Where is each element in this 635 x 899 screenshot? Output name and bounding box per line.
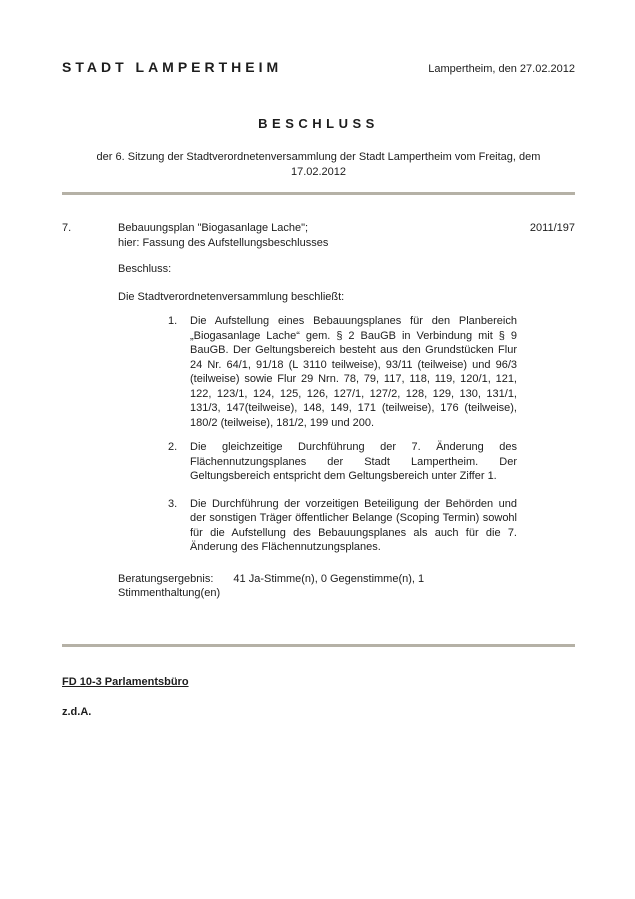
resolution-list [168,314,517,555]
document-title: BESCHLUSS [258,116,379,131]
subtitle-line-1: der 6. Sitzung der Stadtverordnetenversammlung der Stadt Lampertheim vom Freitag, dem [96,151,541,163]
result-label: Beratungsergebnis: [118,573,214,585]
department-line: FD 10-3 Parlamentsbüro [62,676,189,688]
dateline: Lampertheim, den 27.02.2012 [428,63,575,75]
resolution-intro: Die Stadtverordnetenversammlung beschließt: [118,291,345,303]
document-subtitle [62,150,575,180]
resolution-text: Die Aufstellung eines Bebauungsplanes für den Planbereich „Biogasanlage Lache“ gem. § 2 BauGB in Verbindung mit § 9 BauGB. Der Geltungsbereich besteht aus den Grundstücken Flur 24 Nr. 64/1, 91/18 (L 3110 teilweise), 93/11 (teilweise) und 96/3 (teilweise) sowie Flur 29 Nrn. 78, 79, 117, 118, 119, 120/1, 121, 122, 123/1, 124, 125, 126, 127/1, 127/2, 128, 129, 130, 131/1, 131/3, 147(teilweise), 148, 149, 171 (teilweise), 176 (teilweise), 180/2 (teilweise), 181/2, 199 und 200. [190,315,517,429]
agenda-subject-line-1: Bebauungsplan "Biogasanlage Lache"; [118,222,309,234]
resolution-item-2 [168,440,517,484]
subtitle-line-2: 17.02.2012 [290,166,347,178]
resolution-number: 1. [168,315,178,327]
result-line-2: Stimmenthaltung(en) [118,587,221,599]
resolution-number: 3. [168,497,178,510]
org-name: STADT LAMPERTHEIM [62,59,283,75]
deliberation-result [118,572,478,600]
agenda-item-row [62,221,575,250]
agenda-item-subject [118,221,530,250]
horizontal-rule-bottom [62,644,575,647]
resolution-number: 2. [168,441,178,453]
resolution-item-1 [168,314,517,430]
resolution-text: Die Durchführung der vorzeitigen Beteiligung der Behörden und der sonstigen Träger öffentlicher Belange (Scoping Termin) sowohl für die Aufstellung des Bebauungsplanes als auch für die 7. Änderung des Flächennutzungsplanes. [190,497,517,553]
filing-note: z.d.A. [62,706,92,718]
beschluss-label: Beschluss: [118,263,172,275]
result-votes: 41 Ja-Stimme(n), 0 Gegenstimme(n), 1 [233,573,425,585]
result-line-1 [118,572,478,586]
resolution-text: Die gleichzeitige Durchführung der 7. Änderung des Flächennutzungsplanes der Stadt Lampertheim. Der Geltungsbereich entspricht dem Geltungsbereich unter Ziffer 1. [190,441,517,482]
resolution-item-3 [168,497,517,555]
agenda-subject-line-2: hier: Fassung des Aufstellungsbeschlusses [118,236,329,249]
horizontal-rule-top [62,192,575,195]
agenda-item-number: 7. [62,222,72,234]
agenda-item-reference: 2011/197 [529,222,575,234]
